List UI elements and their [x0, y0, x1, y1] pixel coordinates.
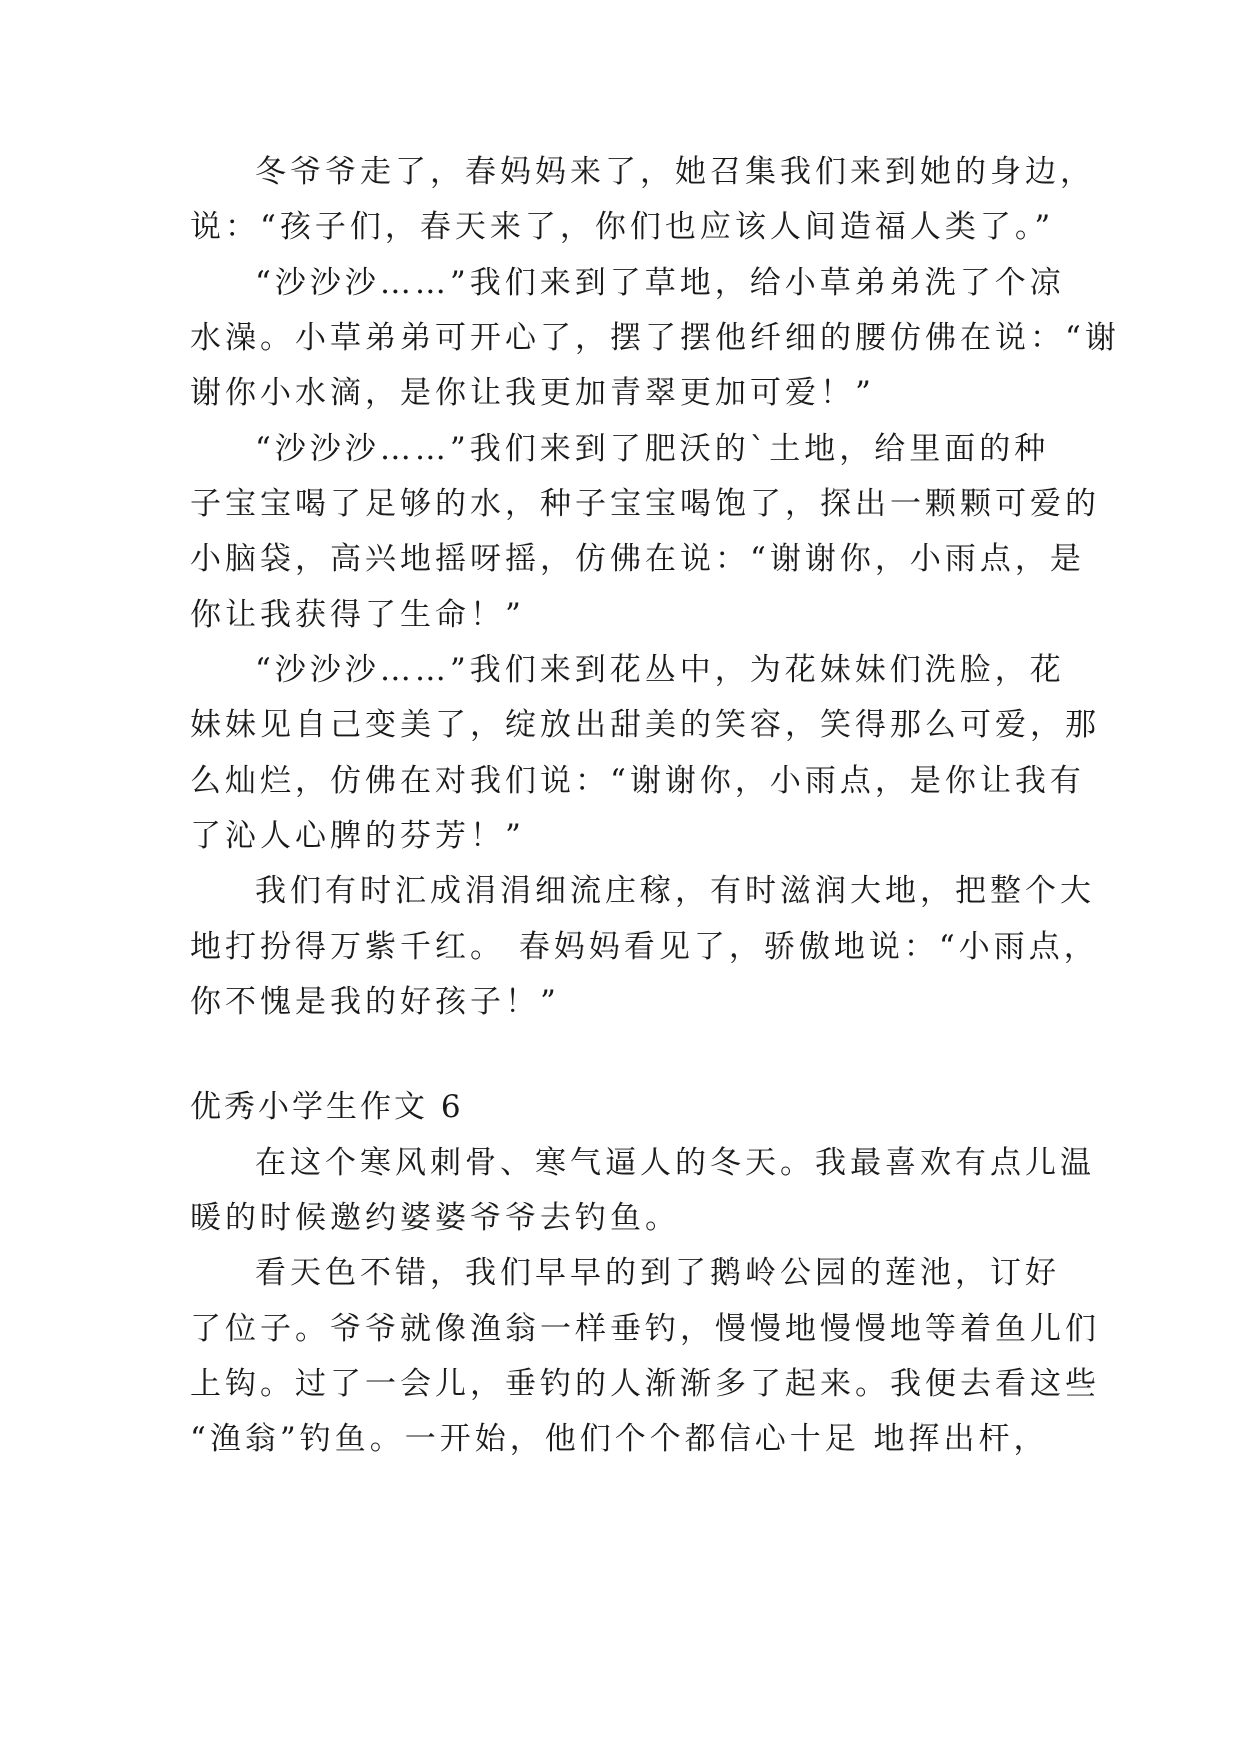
paragraph-line: 冬爷爷走了，春妈妈来了，她召集我们来到她的身边，	[255, 154, 1095, 190]
paragraph-line: “沙沙沙……”我们来到花丛中，为花妹妹们洗脸，花	[255, 652, 1065, 688]
paragraph-line: 小脑袋，高兴地摇呀摇，仿佛在说：“谢谢你，小雨点，是	[190, 541, 1085, 577]
paragraph-line: 看天色不错，我们早早的到了鹅岭公园的莲池，订好	[255, 1255, 1060, 1291]
paragraph-line: 么灿烂，仿佛在对我们说：“谢谢你，小雨点，是你让我有	[190, 763, 1085, 799]
section-title: 优秀小学生作文 6	[190, 1089, 464, 1125]
paragraph-line: 子宝宝喝了足够的水，种子宝宝喝饱了，探出一颗颗可爱的	[190, 486, 1100, 522]
paragraph-line: 你让我获得了生命！”	[190, 597, 525, 633]
paragraph-line: 了位子。爷爷就像渔翁一样垂钓，慢慢地慢慢地等着鱼儿们	[190, 1311, 1100, 1347]
paragraph-line: 我们有时汇成涓涓细流庄稼，有时滋润大地，把整个大	[255, 873, 1095, 909]
paragraph-line: 妹妹见自己变美了，绽放出甜美的笑容，笑得那么可爱，那	[190, 707, 1100, 743]
paragraph-line: 说：“孩子们，春天来了，你们也应该人间造福人类了。”	[190, 209, 1055, 245]
paragraph-line: 上钩。过了一会儿，垂钓的人渐渐多了起来。我便去看这些	[190, 1366, 1100, 1402]
paragraph-line: 你不愧是我的好孩子！”	[190, 984, 560, 1020]
paragraph-line: 了沁人心脾的芬芳！”	[190, 818, 525, 854]
paragraph-line: 在这个寒风刺骨、寒气逼人的冬天。我最喜欢有点儿温	[255, 1145, 1095, 1181]
paragraph-line: 水澡。小草弟弟可开心了，摆了摆他纤细的腰仿佛在说：“谢	[190, 320, 1120, 356]
paragraph-line: 谢你小水滴，是你让我更加青翠更加可爱！”	[190, 375, 875, 411]
paragraph-line: “渔翁”钓鱼。一开始，他们个个都信心十足 地挥出杆，	[190, 1421, 1049, 1457]
paragraph-line: 暖的时候邀约婆婆爷爷去钓鱼。	[190, 1200, 680, 1236]
paragraph-line: 地打扮得万紫千红。 春妈妈看见了，骄傲地说：“小雨点，	[190, 929, 1099, 965]
paragraph-line: “沙沙沙……”我们来到了草地，给小草弟弟洗了个凉	[255, 265, 1065, 301]
paragraph-line: “沙沙沙……”我们来到了肥沃的`土地，给里面的种	[255, 431, 1050, 467]
